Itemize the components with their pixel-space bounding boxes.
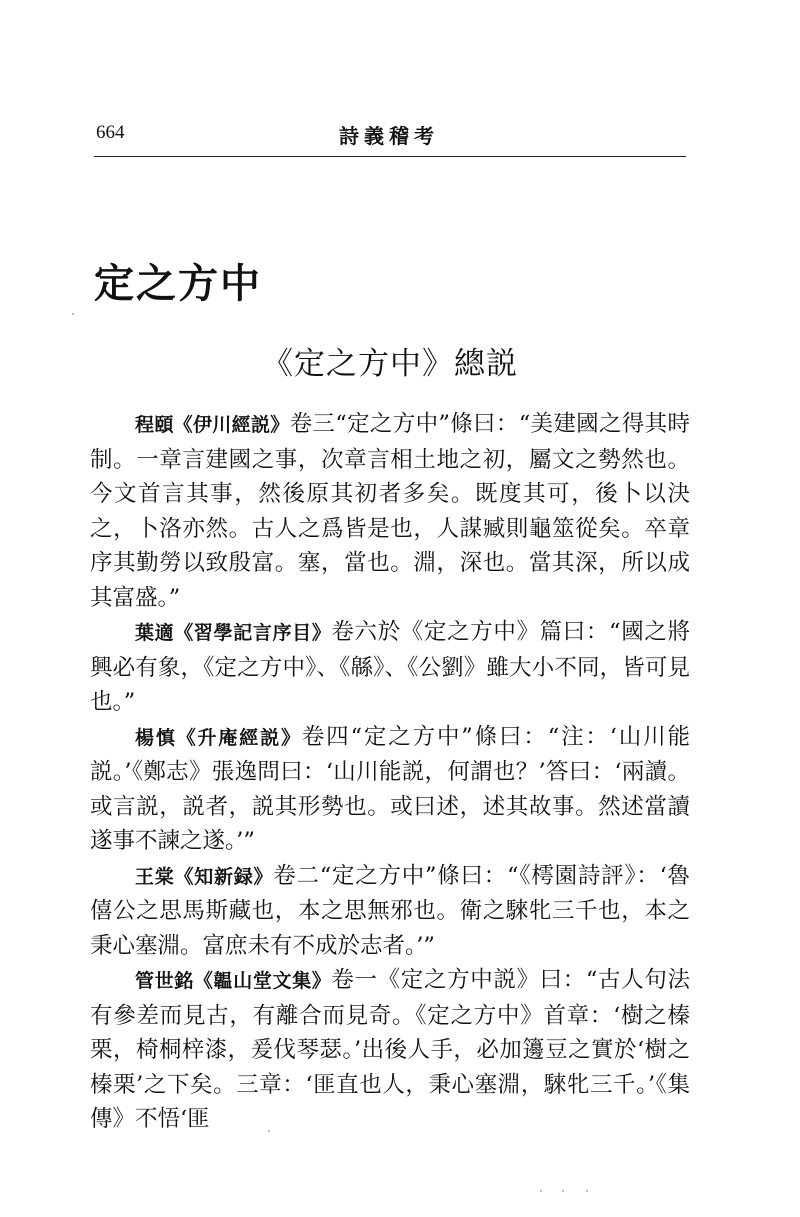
paragraph-text: 卷六於《定之方中》篇曰：“國之將興必有象，《定之方中》、《緜》、《公劉》雖大小不同，皆可見也。” bbox=[90, 619, 690, 715]
paragraph-text: 卷四“定之方中”條曰：“注：‘山川能説。’《鄭志》張逸問曰：‘山川能説，何謂也？’答曰：‘兩讀。或言説，説者，説其形勢也。或曰述，述其故事。然述當讀遂事不諫之遂。’” bbox=[90, 723, 690, 854]
body-text bbox=[90, 407, 690, 1137]
paragraph-text: 卷三“定之方中”條曰：“美建國之得其時制。一章言建國之事，次章言相土地之初，屬文之勢然也。今文首言其事，然後原其初者多矣。既度其可，後卜以決之，卜洛亦然。古人之爲皆是也，人謀臧則龜筮從矣。卒章序其勤勞以致殷富。塞，當也。淵，深也。當其深，所以成其富盛。” bbox=[90, 411, 690, 611]
scan-speck bbox=[586, 1190, 588, 1192]
paragraph-ye-shi bbox=[90, 615, 690, 720]
paragraph-guan-shiming bbox=[90, 963, 690, 1137]
author-source: 程頤《伊川經説》 bbox=[135, 414, 290, 436]
paragraph-wang-tang bbox=[90, 859, 690, 964]
scan-speck bbox=[268, 1130, 270, 1132]
author-source: 楊慎《升庵經説》 bbox=[135, 726, 302, 749]
scan-speck bbox=[562, 1190, 564, 1192]
author-source: 王棠《知新録》 bbox=[135, 865, 274, 888]
paragraph-cheng-yi bbox=[90, 407, 690, 615]
scan-speck bbox=[540, 1190, 542, 1192]
page-number: 664 bbox=[96, 122, 125, 143]
paragraph-yang-shen bbox=[90, 720, 690, 859]
paragraph-text: 卷一《定之方中説》曰：“古人句法有參差而見古，有離合而見奇。《定之方中》首章：‘樹之榛栗，椅桐梓漆，爰伐琴瑟。’出後人手，必加籩豆之實於‘樹之榛栗’之下矣。三章：‘匪直也人，秉心塞淵，騋牝三千。’《集傳》不悟‘匪 bbox=[90, 967, 690, 1132]
section-title: 《定之方中》總説 bbox=[262, 346, 518, 382]
header-rule bbox=[94, 156, 686, 157]
chapter-title: 定之方中 bbox=[94, 261, 262, 307]
scan-speck bbox=[72, 313, 74, 315]
running-header bbox=[94, 116, 686, 156]
author-source: 管世銘《韞山堂文集》 bbox=[135, 970, 332, 992]
book-title: 詩義稽考 bbox=[339, 124, 439, 148]
paragraph-text: 卷二“定之方中”條曰：“《樗園詩評》：‘魯僖公之思馬斯藏也，本之思無邪也。衛之騋牝三千也，本之秉心塞淵。富庶未有不成於志者。’” bbox=[90, 862, 690, 959]
author-source: 葉適《習學記言序目》 bbox=[135, 622, 332, 644]
